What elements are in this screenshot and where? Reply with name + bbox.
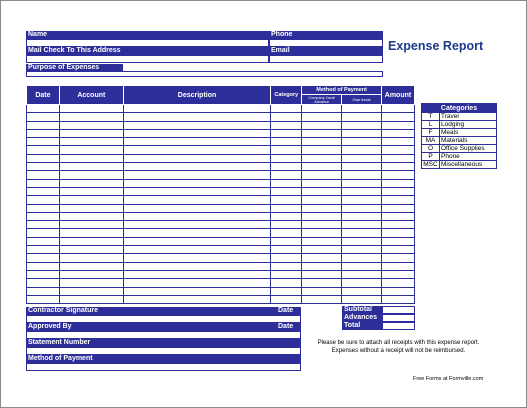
own-funds-cell[interactable] [342,212,382,220]
date-cell[interactable] [27,179,60,187]
description-cell[interactable] [123,237,271,245]
amount-cell[interactable] [382,129,415,137]
col-category: Category [271,86,302,105]
table-row [27,146,415,154]
account-cell[interactable] [59,196,123,204]
email-label: Email [269,47,383,55]
amount-cell[interactable] [382,295,415,303]
own-funds-cell[interactable] [342,262,382,270]
date-cell[interactable] [27,154,60,162]
amount-cell[interactable] [382,262,415,270]
amount-cell[interactable] [382,121,415,129]
category-cell[interactable] [271,146,302,154]
table-row [27,179,415,187]
category-label: Meals [440,129,497,137]
page-title: Expense Report [388,39,484,53]
category-cell[interactable] [271,279,302,287]
amount-cell[interactable] [382,154,415,162]
date-cell[interactable] [27,121,60,129]
account-cell[interactable] [59,154,123,162]
expense-table [26,85,415,304]
date-cell[interactable] [27,262,60,270]
amount-cell[interactable] [382,171,415,179]
account-cell[interactable] [59,237,123,245]
date-cell[interactable] [27,163,60,171]
col-amount: Amount [382,86,415,105]
date-cell[interactable] [27,279,60,287]
table-row [27,229,415,237]
company-card-cell[interactable] [302,254,342,262]
amount-cell[interactable] [382,138,415,146]
company-card-cell[interactable] [302,146,342,154]
account-cell[interactable] [59,221,123,229]
category-cell[interactable] [271,221,302,229]
category-code: MSC [423,161,438,168]
company-card-cell[interactable] [302,270,342,278]
account-cell[interactable] [59,212,123,220]
account-cell[interactable] [59,121,123,129]
category-row [422,121,497,129]
category-cell[interactable] [271,237,302,245]
description-cell[interactable] [123,154,271,162]
table-row [27,187,415,195]
category-row [422,113,497,121]
amount-cell[interactable] [382,179,415,187]
description-cell[interactable] [123,163,271,171]
subtotal-field[interactable] [382,306,415,314]
name-field[interactable] [26,39,269,47]
category-label: Office Supplies [440,145,497,153]
receipt-note-line2: Expenses without a receipt will not be reimbursed. [331,348,466,354]
description-cell[interactable] [123,279,271,287]
date-cell[interactable] [27,146,60,154]
advances-label: Advances [342,314,382,322]
own-funds-cell[interactable] [342,270,382,278]
total-label: Total [342,322,382,330]
table-row [27,279,415,287]
category-code: MA [422,137,440,145]
account-cell[interactable] [59,129,123,137]
company-card-cell[interactable] [302,287,342,295]
name-label: Name [26,31,269,39]
amount-cell[interactable] [382,254,415,262]
account-cell[interactable] [59,246,123,254]
account-cell[interactable] [59,146,123,154]
table-row [27,196,415,204]
date-cell[interactable] [27,129,60,137]
account-cell[interactable] [59,163,123,171]
date-cell[interactable] [27,246,60,254]
categories-title: Categories [422,104,497,113]
purpose-label: Purpose of Expenses [26,64,123,72]
date-cell[interactable] [27,221,60,229]
category-cell[interactable] [271,254,302,262]
company-card-cell[interactable] [302,262,342,270]
description-cell[interactable] [123,229,271,237]
category-cell[interactable] [271,113,302,121]
account-cell[interactable] [59,287,123,295]
date-cell[interactable] [27,270,60,278]
email-field[interactable] [269,55,383,63]
category-cell[interactable] [271,229,302,237]
own-funds-cell[interactable] [342,105,382,113]
date-cell[interactable] [27,229,60,237]
table-row [27,105,415,113]
table-row [27,129,415,137]
method-of-payment-label: Method of Payment [26,355,301,363]
description-cell[interactable] [123,254,271,262]
own-funds-cell[interactable] [342,113,382,121]
description-cell[interactable] [123,212,271,220]
date-cell[interactable] [27,196,60,204]
amount-cell[interactable] [382,187,415,195]
description-cell[interactable] [123,179,271,187]
description-cell[interactable] [123,146,271,154]
categories-table [421,103,497,169]
account-cell[interactable] [59,204,123,212]
description-cell[interactable] [123,270,271,278]
own-funds-cell[interactable] [342,246,382,254]
category-label: Materials [440,137,497,145]
own-funds-cell[interactable] [342,179,382,187]
amount-cell[interactable] [382,287,415,295]
company-card-cell[interactable] [302,204,342,212]
approved-by-label: Approved By [26,323,276,331]
table-row [27,163,415,171]
category-cell[interactable] [271,171,302,179]
table-row [27,270,415,278]
own-funds-cell[interactable] [342,154,382,162]
mail-address-field[interactable] [26,55,269,63]
category-cell[interactable] [271,196,302,204]
amount-cell[interactable] [382,270,415,278]
own-funds-cell[interactable] [342,295,382,303]
company-card-cell[interactable] [302,237,342,245]
category-row [422,137,497,145]
description-cell[interactable] [123,287,271,295]
own-funds-cell[interactable] [342,138,382,146]
amount-cell[interactable] [382,196,415,204]
company-card-cell[interactable] [302,138,342,146]
own-funds-cell[interactable] [342,279,382,287]
purpose-field-box [26,72,383,77]
category-cell[interactable] [271,154,302,162]
category-cell[interactable] [271,138,302,146]
total-field[interactable] [382,322,415,330]
category-cell[interactable] [271,212,302,220]
receipt-note [306,339,491,355]
company-card-cell[interactable] [302,246,342,254]
col-date: Date [27,86,60,105]
amount-cell[interactable] [382,212,415,220]
account-cell[interactable] [59,105,123,113]
table-row [27,171,415,179]
date-cell[interactable] [27,295,60,303]
date-cell[interactable] [27,254,60,262]
company-card-cell[interactable] [302,279,342,287]
account-cell[interactable] [59,254,123,262]
category-cell[interactable] [271,270,302,278]
table-row [27,154,415,162]
category-label: Miscellaneous [440,161,497,169]
company-card-cell[interactable] [302,295,342,303]
company-card-cell[interactable] [302,221,342,229]
form-credit: Free Forms at Formville.com [413,376,484,382]
amount-cell[interactable] [382,163,415,171]
company-card-cell[interactable] [302,212,342,220]
category-code: O [422,145,440,153]
mail-address-label: Mail Check To This Address [26,47,269,55]
amount-cell[interactable] [382,221,415,229]
category-code: F [422,129,440,137]
category-cell[interactable] [271,163,302,171]
amount-cell[interactable] [382,279,415,287]
description-cell[interactable] [123,246,271,254]
amount-cell[interactable] [382,229,415,237]
description-cell[interactable] [123,262,271,270]
date-cell[interactable] [27,287,60,295]
category-row [422,153,497,161]
description-cell[interactable] [123,113,271,121]
own-funds-cell[interactable] [342,221,382,229]
company-card-cell[interactable] [302,105,342,113]
amount-cell[interactable] [382,237,415,245]
col-method-of-payment: Method of Payment [302,86,382,95]
table-row [27,237,415,245]
table-row [27,113,415,121]
category-label: Phone [440,153,497,161]
date-cell[interactable] [27,138,60,146]
category-cell[interactable] [271,129,302,137]
category-cell[interactable] [271,262,302,270]
description-cell[interactable] [123,204,271,212]
own-funds-cell[interactable] [342,287,382,295]
table-row [27,204,415,212]
company-card-cell[interactable] [302,163,342,171]
category-label: Lodging [440,121,497,129]
company-card-cell[interactable] [302,129,342,137]
description-cell[interactable] [123,138,271,146]
date-cell[interactable] [27,204,60,212]
contractor-signature-label: Contractor Signature [26,307,276,315]
amount-cell[interactable] [382,204,415,212]
date-cell[interactable] [27,105,60,113]
company-card-cell[interactable] [302,154,342,162]
description-cell[interactable] [123,187,271,195]
account-cell[interactable] [59,229,123,237]
company-card-cell[interactable] [302,171,342,179]
description-cell[interactable] [123,171,271,179]
account-cell[interactable] [59,171,123,179]
date-cell[interactable] [27,212,60,220]
company-card-cell[interactable] [302,113,342,121]
description-cell[interactable] [123,221,271,229]
purpose-field[interactable] [123,64,383,72]
statement-number-label: Statement Number [26,339,301,347]
category-cell[interactable] [271,246,302,254]
category-code: P [422,153,440,161]
description-cell[interactable] [123,295,271,303]
receipt-note-line1: Please be sure to attach all receipts with this expense report. [317,340,480,346]
company-card-cell[interactable] [302,187,342,195]
date-cell[interactable] [27,187,60,195]
category-cell[interactable] [271,121,302,129]
account-cell[interactable] [59,187,123,195]
amount-cell[interactable] [382,146,415,154]
col-own-funds: Own funds [342,95,382,105]
company-card-cell[interactable] [302,196,342,204]
category-row [422,161,497,169]
account-cell[interactable] [59,262,123,270]
company-card-cell[interactable] [302,229,342,237]
own-funds-cell[interactable] [342,254,382,262]
phone-label: Phone [269,31,383,39]
category-cell[interactable] [271,287,302,295]
approved-by-field[interactable] [26,331,301,339]
statement-number-field[interactable] [26,347,301,355]
category-code: T [422,113,440,121]
own-funds-cell[interactable] [342,171,382,179]
account-cell[interactable] [59,295,123,303]
description-cell[interactable] [123,129,271,137]
category-cell[interactable] [271,204,302,212]
table-row [27,246,415,254]
account-cell[interactable] [59,270,123,278]
col-account: Account [59,86,123,105]
category-row [422,145,497,153]
advances-field[interactable] [382,314,415,322]
own-funds-cell[interactable] [342,129,382,137]
own-funds-cell[interactable] [342,163,382,171]
own-funds-cell[interactable] [342,121,382,129]
category-label: Travel [440,113,497,121]
own-funds-cell[interactable] [342,187,382,195]
category-cell[interactable] [271,295,302,303]
col-description: Description [123,86,271,105]
category-cell[interactable] [271,179,302,187]
col-company-card: Company Card/ Advance [302,95,342,105]
date-cell[interactable] [27,171,60,179]
amount-cell[interactable] [382,105,415,113]
table-row [27,295,415,303]
contractor-date-label: Date [276,307,301,315]
table-row [27,138,415,146]
own-funds-cell[interactable] [342,196,382,204]
subtotal-label: Subtotal [342,306,382,314]
expense-rows [27,105,415,304]
phone-field[interactable] [269,39,383,47]
method-of-payment-field[interactable] [26,363,301,371]
table-row [27,121,415,129]
table-row [27,221,415,229]
own-funds-cell[interactable] [342,229,382,237]
amount-cell[interactable] [382,113,415,121]
own-funds-cell[interactable] [342,204,382,212]
category-row [422,129,497,137]
date-cell[interactable] [27,237,60,245]
table-row [27,262,415,270]
company-card-cell[interactable] [302,179,342,187]
description-cell[interactable] [123,121,271,129]
table-row [27,287,415,295]
company-card-cell[interactable] [302,121,342,129]
category-code: L [422,121,440,129]
contractor-signature-field[interactable] [26,315,301,323]
own-funds-cell[interactable] [342,237,382,245]
approved-date-label: Date [276,323,301,331]
table-row [27,254,415,262]
account-cell[interactable] [59,138,123,146]
own-funds-cell[interactable] [342,146,382,154]
description-cell[interactable] [123,196,271,204]
table-row [27,212,415,220]
category-cell[interactable] [271,105,302,113]
date-cell[interactable] [27,113,60,121]
account-cell[interactable] [59,279,123,287]
category-cell[interactable] [271,187,302,195]
account-cell[interactable] [59,179,123,187]
amount-cell[interactable] [382,246,415,254]
account-cell[interactable] [59,113,123,121]
description-cell[interactable] [123,105,271,113]
